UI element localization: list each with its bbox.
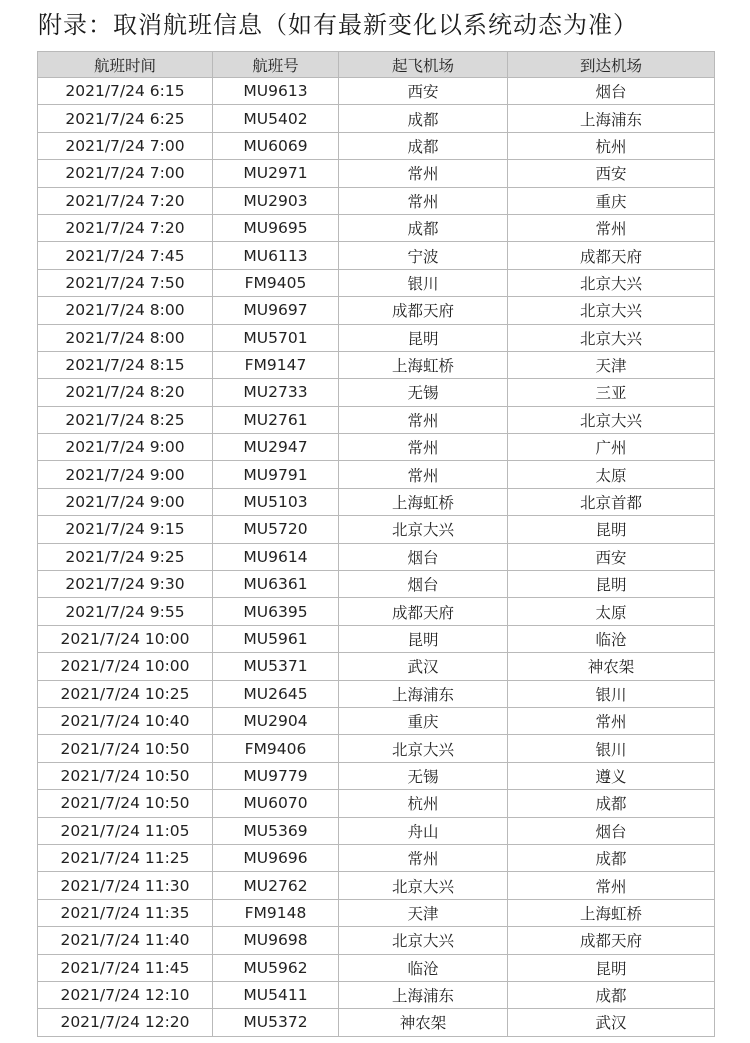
table-row: [38, 488, 715, 515]
table-row: [38, 653, 715, 680]
flight-number-cell: MU9696: [213, 844, 339, 871]
table-row: [38, 872, 715, 899]
flight-number-cell: MU6395: [213, 598, 339, 625]
arrival-airport-cell: 重庆: [508, 187, 715, 214]
flight-time-cell: 2021/7/24 8:15: [38, 351, 213, 378]
column-header-arrival-airport: 到达机场: [508, 52, 715, 78]
departure-airport-cell: 常州: [339, 461, 508, 488]
departure-airport-cell: 上海虹桥: [339, 488, 508, 515]
flight-number-cell: MU5720: [213, 516, 339, 543]
flight-time-cell: 2021/7/24 9:25: [38, 543, 213, 570]
table-row: [38, 571, 715, 598]
flight-time-cell: 2021/7/24 9:00: [38, 434, 213, 461]
arrival-airport-cell: 昆明: [508, 516, 715, 543]
table-row: [38, 817, 715, 844]
table-row: [38, 844, 715, 871]
arrival-airport-cell: 烟台: [508, 817, 715, 844]
departure-airport-cell: 昆明: [339, 625, 508, 652]
flight-time-cell: 2021/7/24 8:20: [38, 379, 213, 406]
arrival-airport-cell: 北京大兴: [508, 324, 715, 351]
table-row: [38, 242, 715, 269]
table-row: [38, 406, 715, 433]
arrival-airport-cell: 杭州: [508, 132, 715, 159]
flight-number-cell: MU9614: [213, 543, 339, 570]
flight-time-cell: 2021/7/24 9:55: [38, 598, 213, 625]
arrival-airport-cell: 北京大兴: [508, 297, 715, 324]
departure-airport-cell: 无锡: [339, 379, 508, 406]
arrival-airport-cell: 太原: [508, 461, 715, 488]
flight-number-cell: MU9697: [213, 297, 339, 324]
flight-time-cell: 2021/7/24 7:00: [38, 132, 213, 159]
flight-time-cell: 2021/7/24 9:00: [38, 461, 213, 488]
departure-airport-cell: 武汉: [339, 653, 508, 680]
departure-airport-cell: 成都: [339, 132, 508, 159]
table-row: [38, 762, 715, 789]
arrival-airport-cell: 成都天府: [508, 242, 715, 269]
flight-number-cell: MU5371: [213, 653, 339, 680]
arrival-airport-cell: 北京大兴: [508, 406, 715, 433]
column-header-departure-airport: 起飞机场: [339, 52, 508, 78]
departure-airport-cell: 无锡: [339, 762, 508, 789]
arrival-airport-cell: 成都: [508, 981, 715, 1008]
flight-time-cell: 2021/7/24 8:25: [38, 406, 213, 433]
column-header-flight-time: 航班时间: [38, 52, 213, 78]
departure-airport-cell: 宁波: [339, 242, 508, 269]
arrival-airport-cell: 上海浦东: [508, 105, 715, 132]
arrival-airport-cell: 遵义: [508, 762, 715, 789]
table-row: [38, 707, 715, 734]
flight-time-cell: 2021/7/24 10:25: [38, 680, 213, 707]
flight-time-cell: 2021/7/24 10:50: [38, 790, 213, 817]
flight-time-cell: 2021/7/24 8:00: [38, 297, 213, 324]
flight-number-cell: MU2645: [213, 680, 339, 707]
arrival-airport-cell: 北京大兴: [508, 269, 715, 296]
arrival-airport-cell: 西安: [508, 543, 715, 570]
table-row: [38, 324, 715, 351]
departure-airport-cell: 上海浦东: [339, 981, 508, 1008]
flight-time-cell: 2021/7/24 10:00: [38, 653, 213, 680]
arrival-airport-cell: 天津: [508, 351, 715, 378]
departure-airport-cell: 杭州: [339, 790, 508, 817]
table-row: [38, 625, 715, 652]
flight-number-cell: FM9147: [213, 351, 339, 378]
arrival-airport-cell: 西安: [508, 160, 715, 187]
departure-airport-cell: 上海浦东: [339, 680, 508, 707]
departure-airport-cell: 成都天府: [339, 598, 508, 625]
flight-time-cell: 2021/7/24 8:00: [38, 324, 213, 351]
flight-number-cell: MU9698: [213, 927, 339, 954]
departure-airport-cell: 北京大兴: [339, 516, 508, 543]
departure-airport-cell: 常州: [339, 187, 508, 214]
flight-number-cell: MU5701: [213, 324, 339, 351]
flight-time-cell: 2021/7/24 11:45: [38, 954, 213, 981]
arrival-airport-cell: 常州: [508, 872, 715, 899]
flight-time-cell: 2021/7/24 11:25: [38, 844, 213, 871]
flight-time-cell: 2021/7/24 10:00: [38, 625, 213, 652]
flight-time-cell: 2021/7/24 10:40: [38, 707, 213, 734]
flight-number-cell: MU5369: [213, 817, 339, 844]
flight-number-cell: MU2762: [213, 872, 339, 899]
table-row: [38, 379, 715, 406]
table-header-row: [38, 52, 715, 78]
flight-time-cell: 2021/7/24 7:00: [38, 160, 213, 187]
flight-time-cell: 2021/7/24 12:10: [38, 981, 213, 1008]
departure-airport-cell: 临沧: [339, 954, 508, 981]
departure-airport-cell: 北京大兴: [339, 735, 508, 762]
flight-time-cell: 2021/7/24 7:20: [38, 214, 213, 241]
departure-airport-cell: 常州: [339, 434, 508, 461]
arrival-airport-cell: 太原: [508, 598, 715, 625]
departure-airport-cell: 北京大兴: [339, 872, 508, 899]
flight-number-cell: FM9406: [213, 735, 339, 762]
table-body: [38, 78, 715, 1037]
flight-number-cell: MU2971: [213, 160, 339, 187]
flight-number-cell: MU5372: [213, 1009, 339, 1036]
arrival-airport-cell: 常州: [508, 707, 715, 734]
flight-number-cell: MU5402: [213, 105, 339, 132]
departure-airport-cell: 常州: [339, 844, 508, 871]
table-row: [38, 927, 715, 954]
table-row: [38, 790, 715, 817]
arrival-airport-cell: 上海虹桥: [508, 899, 715, 926]
flight-time-cell: 2021/7/24 7:50: [38, 269, 213, 296]
flight-time-cell: 2021/7/24 6:25: [38, 105, 213, 132]
table-row: [38, 78, 715, 105]
flight-time-cell: 2021/7/24 11:40: [38, 927, 213, 954]
table-row: [38, 461, 715, 488]
table-row: [38, 105, 715, 132]
departure-airport-cell: 成都天府: [339, 297, 508, 324]
table-row: [38, 899, 715, 926]
flight-time-cell: 2021/7/24 12:20: [38, 1009, 213, 1036]
arrival-airport-cell: 武汉: [508, 1009, 715, 1036]
flight-number-cell: MU9779: [213, 762, 339, 789]
table-row: [38, 954, 715, 981]
arrival-airport-cell: 银川: [508, 735, 715, 762]
flight-number-cell: MU2761: [213, 406, 339, 433]
table-row: [38, 735, 715, 762]
flight-time-cell: 2021/7/24 7:45: [38, 242, 213, 269]
column-header-flight-number: 航班号: [213, 52, 339, 78]
table-row: [38, 214, 715, 241]
arrival-airport-cell: 昆明: [508, 571, 715, 598]
flight-time-cell: 2021/7/24 9:00: [38, 488, 213, 515]
flight-number-cell: MU9695: [213, 214, 339, 241]
table-row: [38, 160, 715, 187]
arrival-airport-cell: 广州: [508, 434, 715, 461]
arrival-airport-cell: 常州: [508, 214, 715, 241]
flight-number-cell: MU5103: [213, 488, 339, 515]
table-row: [38, 297, 715, 324]
flight-number-cell: MU5961: [213, 625, 339, 652]
table-row: [38, 132, 715, 159]
flight-time-cell: 2021/7/24 10:50: [38, 762, 213, 789]
departure-airport-cell: 神农架: [339, 1009, 508, 1036]
flight-number-cell: MU6069: [213, 132, 339, 159]
departure-airport-cell: 成都: [339, 105, 508, 132]
flight-number-cell: MU5962: [213, 954, 339, 981]
table-row: [38, 351, 715, 378]
table-row: [38, 516, 715, 543]
table-row: [38, 434, 715, 461]
departure-airport-cell: 烟台: [339, 543, 508, 570]
departure-airport-cell: 北京大兴: [339, 927, 508, 954]
table-row: [38, 598, 715, 625]
flight-number-cell: MU2903: [213, 187, 339, 214]
arrival-airport-cell: 三亚: [508, 379, 715, 406]
flight-number-cell: MU6113: [213, 242, 339, 269]
flight-number-cell: MU2733: [213, 379, 339, 406]
cancelled-flights-table: [37, 51, 715, 1037]
departure-airport-cell: 舟山: [339, 817, 508, 844]
arrival-airport-cell: 成都: [508, 790, 715, 817]
departure-airport-cell: 银川: [339, 269, 508, 296]
arrival-airport-cell: 成都天府: [508, 927, 715, 954]
flight-number-cell: MU5411: [213, 981, 339, 1008]
flight-number-cell: FM9405: [213, 269, 339, 296]
flight-time-cell: 2021/7/24 6:15: [38, 78, 213, 105]
flight-time-cell: 2021/7/24 9:30: [38, 571, 213, 598]
departure-airport-cell: 常州: [339, 406, 508, 433]
arrival-airport-cell: 昆明: [508, 954, 715, 981]
table-row: [38, 187, 715, 214]
arrival-airport-cell: 北京首都: [508, 488, 715, 515]
flight-number-cell: MU6361: [213, 571, 339, 598]
flight-number-cell: MU6070: [213, 790, 339, 817]
departure-airport-cell: 昆明: [339, 324, 508, 351]
flight-time-cell: 2021/7/24 11:35: [38, 899, 213, 926]
flight-time-cell: 2021/7/24 7:20: [38, 187, 213, 214]
table-row: [38, 543, 715, 570]
departure-airport-cell: 上海虹桥: [339, 351, 508, 378]
flight-number-cell: FM9148: [213, 899, 339, 926]
departure-airport-cell: 重庆: [339, 707, 508, 734]
arrival-airport-cell: 临沧: [508, 625, 715, 652]
flight-time-cell: 2021/7/24 10:50: [38, 735, 213, 762]
departure-airport-cell: 烟台: [339, 571, 508, 598]
flight-number-cell: MU2947: [213, 434, 339, 461]
flight-number-cell: MU2904: [213, 707, 339, 734]
table-row: [38, 680, 715, 707]
departure-airport-cell: 常州: [339, 160, 508, 187]
flight-number-cell: MU9613: [213, 78, 339, 105]
page-title: 附录：取消航班信息（如有最新变化以系统动态为准）: [38, 11, 638, 39]
departure-airport-cell: 西安: [339, 78, 508, 105]
table-row: [38, 1009, 715, 1036]
arrival-airport-cell: 成都: [508, 844, 715, 871]
arrival-airport-cell: 神农架: [508, 653, 715, 680]
flight-number-cell: MU9791: [213, 461, 339, 488]
flight-time-cell: 2021/7/24 11:05: [38, 817, 213, 844]
flight-time-cell: 2021/7/24 9:15: [38, 516, 213, 543]
flight-time-cell: 2021/7/24 11:30: [38, 872, 213, 899]
departure-airport-cell: 天津: [339, 899, 508, 926]
table-row: [38, 269, 715, 296]
arrival-airport-cell: 烟台: [508, 78, 715, 105]
arrival-airport-cell: 银川: [508, 680, 715, 707]
departure-airport-cell: 成都: [339, 214, 508, 241]
table-row: [38, 981, 715, 1008]
